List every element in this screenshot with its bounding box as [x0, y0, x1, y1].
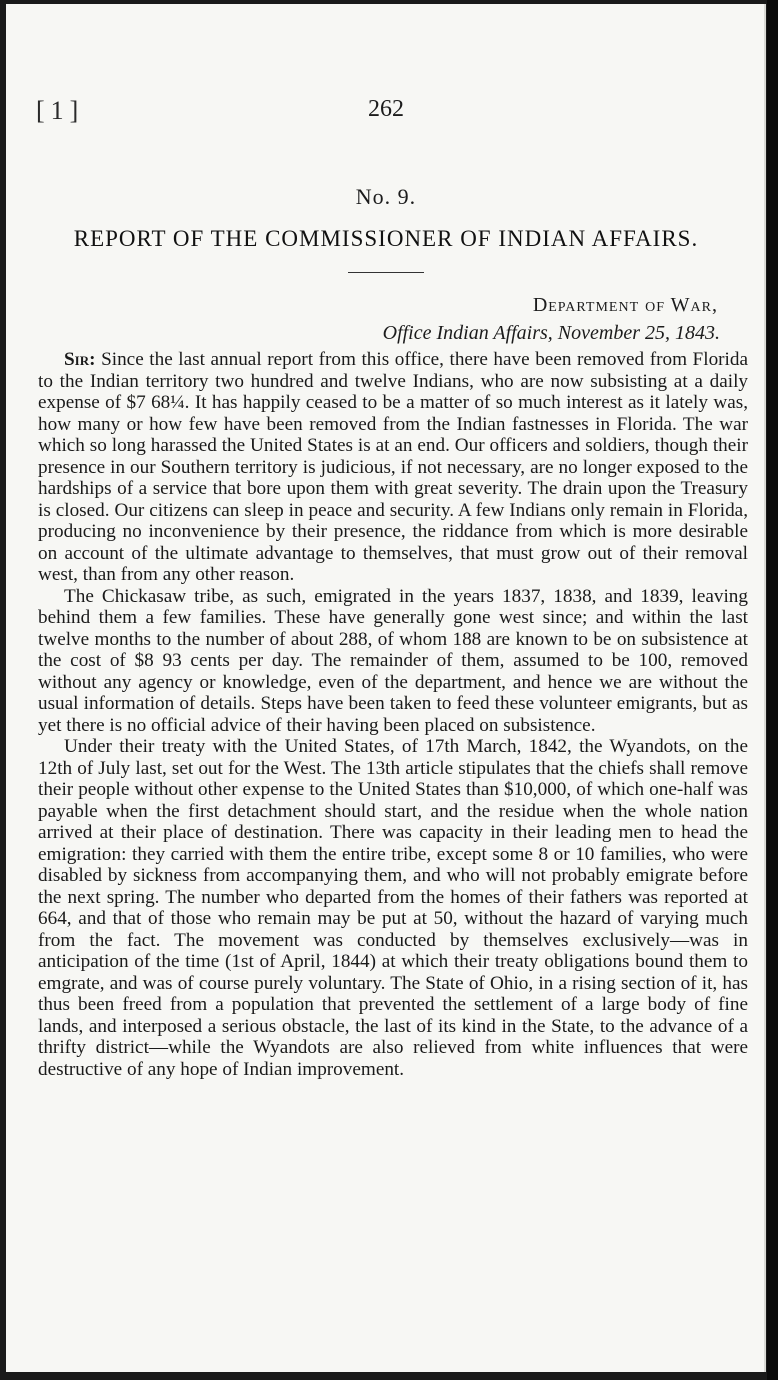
paragraph	[38, 349, 748, 586]
document-title: REPORT OF THE COMMISSIONER OF INDIAN AFFAIRS.	[73, 226, 699, 251]
department-line: Department of War,	[532, 294, 718, 316]
document-number: No. 9.	[355, 184, 417, 209]
page-number: 262	[368, 96, 404, 122]
paragraph-text: Under their treaty with the United States, of 17th March, 1842, the Wyandots, on the 12th of July last, set out for the West. The 13th article stipulates that the chiefs shall remove their people without other expense to the United States than $10,000, of which one-half was payable when the first detachment should start, and the residue when the whole nation arrived at their place of destination. There was capacity in their leading men to head the emigration: they carried with them the entire tribe, except some 8 or 10 families, who were disabled by sickness from accompanying them, and who will not probably emigrate before the next spring. The number who departed from the homes of their fathers was reported at 664, and that of those who remain may be put at 50, without the hazard of varying much from the fact. The movement was conducted by themselves exclusively—was in anticipation of the time (1st of April, 1844) at which their treaty obligations bound them to emgrate, and was of course purely voluntary. The State of Ohio, in a rising section of it, has thus been freed from a population that prevented the settlement of a large body of fine lands, and interposed a serious obstacle, the last of its kind in the State, to the advance of a thrifty district—while the Wyandots are also relieved from white influences that were destructive of any hope of Indian improvement.	[38, 736, 748, 1080]
paragraph-text: The Chickasaw tribe, as such, emigrated in the years 1837, 1838, and 1839, leaving behind them a few families. These have generally gone west since; and within the last twelve months to the number of about 288, of whom 188 are known to be on subsistence at the cost of $8 93 cents per day. The remainder of them, assumed to be 100, removed without any agency or knowledge, even of the department, and hence we are without the usual information of details. Steps have been taken to feed these volunteer emigrants, but as yet there is no official advice of their having been placed on subsistence.	[38, 585, 748, 736]
document-page	[6, 4, 766, 1372]
paragraph	[38, 586, 748, 737]
title-divider	[348, 272, 424, 273]
paragraph	[38, 736, 748, 1080]
scan-edge	[767, 0, 778, 1380]
paragraph-text: Since the last annual report from this office, there have been removed from Florida to the Indian territory two hundred and twelve Indians, who are now subsisting at a daily expense of $7 68¼. It has happily ceased to be a matter of so much interest as it lately was, how many or how few have been removed from the Indian fastnesses in Florida. The war which so long harassed the United States is at an end. Our officers and soldiers, though their presence in our Southern territory is judicious, if not necessary, are no longer exposed to the hardships of a service that bore upon them with great severity. The drain upon the Treasury is closed. Our citizens can sleep in peace and security. A few Indians only remain in Florida, producing no inconvenience by their presence, the riddance from which is more desirable on account of the ultimate advantage to themselves, that must grow out of their removal west, than from any other reason.	[38, 349, 748, 585]
report-body	[38, 349, 748, 1080]
office-date-line: Office Indian Affairs, November 25, 1843.	[382, 322, 720, 344]
salutation: Sir:	[64, 349, 96, 370]
page-header	[6, 96, 766, 126]
bracket-mark: [1]	[36, 96, 85, 125]
